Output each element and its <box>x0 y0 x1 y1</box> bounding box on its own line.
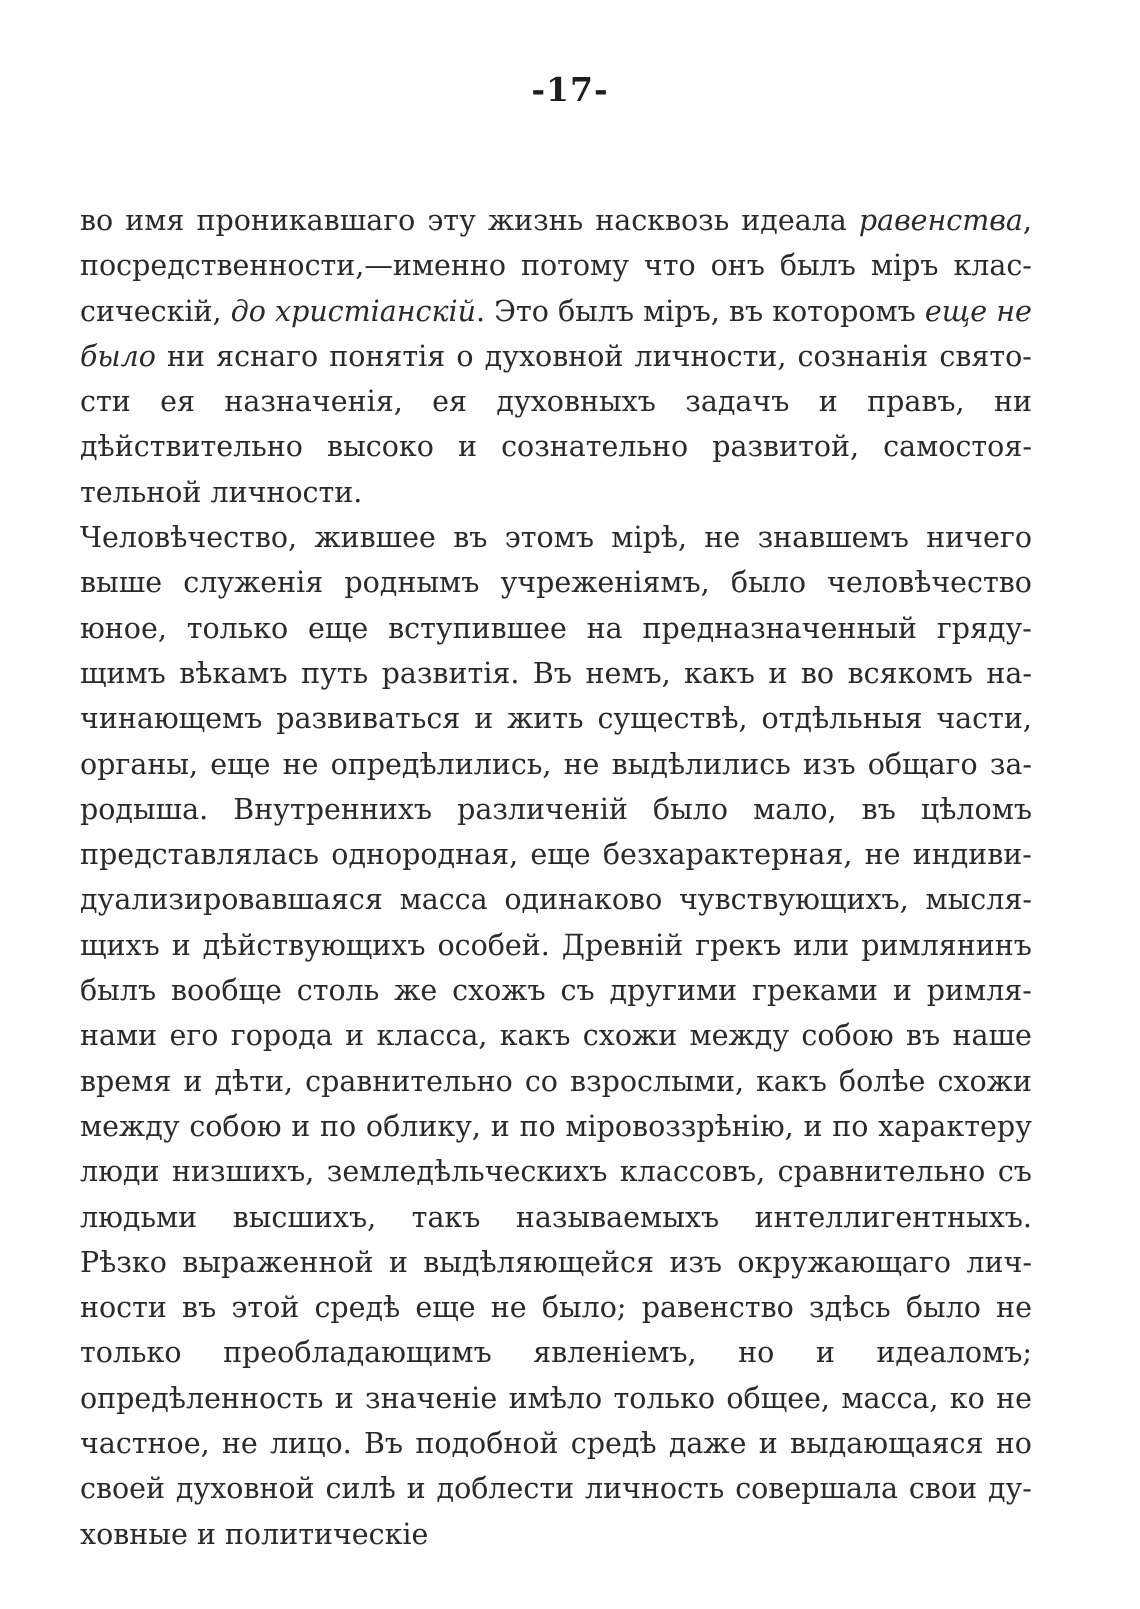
word: взрослыми, <box>570 1064 745 1098</box>
word: задачъ <box>685 385 790 419</box>
word: чинающемъ <box>80 702 263 736</box>
word: и <box>183 1064 203 1098</box>
word: мірѣ, <box>611 521 688 555</box>
word: что <box>643 249 696 283</box>
word: понятія <box>329 339 446 373</box>
word: и <box>345 1019 365 1053</box>
text-line <box>80 560 1032 605</box>
word: еще <box>924 294 988 328</box>
word: доблести <box>436 1472 575 1506</box>
word: характеру <box>878 1109 1032 1143</box>
word: римля- <box>926 974 1032 1008</box>
text-line <box>80 289 1032 334</box>
paragraph <box>80 515 1032 1557</box>
word: общаго <box>867 747 978 781</box>
word: части, <box>936 702 1032 736</box>
word: лич- <box>966 1245 1032 1279</box>
word: предназначенный <box>642 611 918 645</box>
word: не <box>563 747 600 781</box>
word: классовъ, <box>619 1155 766 1189</box>
word: идеаломъ; <box>876 1336 1032 1370</box>
word: ни <box>993 385 1032 419</box>
word: преобладающимъ <box>223 1336 492 1370</box>
word: нами <box>80 1019 158 1053</box>
word: одинаково <box>504 883 663 917</box>
word: былъ <box>80 974 157 1008</box>
word: еще <box>308 611 369 645</box>
text-line <box>80 606 1032 651</box>
word: наше <box>952 1019 1032 1053</box>
word: такъ <box>411 1200 481 1234</box>
word: служенія <box>183 566 324 600</box>
word: всякомъ <box>847 656 973 690</box>
text-line <box>80 1330 1032 1375</box>
word: имя <box>125 204 185 237</box>
text-line <box>80 379 1032 424</box>
word: только <box>80 1336 182 1370</box>
word: отдѣльныя <box>761 702 923 736</box>
word: выше <box>80 566 163 600</box>
word: класса, <box>376 1019 488 1053</box>
word: и <box>474 702 494 736</box>
text-line <box>80 515 1032 560</box>
word: духовной <box>175 1472 315 1506</box>
word: во <box>80 204 114 237</box>
text-line <box>80 334 1032 379</box>
word: Это <box>494 294 549 328</box>
word: роднымъ <box>344 566 480 600</box>
word: какъ <box>499 1019 571 1053</box>
word: христіанскій. <box>275 294 486 328</box>
word: путь <box>301 656 369 690</box>
word: не <box>864 838 901 872</box>
word: высшихъ, <box>232 1200 377 1234</box>
text-line <box>80 198 1032 243</box>
word: представлялась <box>80 838 320 872</box>
word: выдѣляющейся <box>423 1245 654 1279</box>
word: человѣчество <box>827 566 1032 600</box>
text-line <box>80 742 1032 787</box>
word: знавшемъ <box>757 521 909 555</box>
word: сравнительно <box>777 1155 986 1189</box>
word: назначенія, <box>224 385 403 419</box>
word: опредѣленность <box>80 1381 324 1415</box>
word: эту <box>427 204 476 237</box>
word: самостоя- <box>883 430 1032 464</box>
word: ни <box>167 339 206 373</box>
word: былъ <box>779 249 856 283</box>
word: въ <box>906 1019 941 1053</box>
word: жившее <box>314 521 436 555</box>
word: совершала <box>735 1472 899 1506</box>
word: былъ <box>557 294 635 328</box>
word: съ <box>997 1155 1032 1189</box>
body-text <box>80 198 1032 1557</box>
word: Внутреннихъ <box>233 792 433 826</box>
word: сознательно <box>501 430 689 464</box>
word: схожъ <box>452 974 546 1008</box>
word: не <box>704 521 741 555</box>
word: люди <box>80 1155 160 1189</box>
word: чувствующихъ, <box>678 883 909 917</box>
word: существѣ, <box>597 702 748 736</box>
text-line <box>80 651 1032 696</box>
word: до <box>230 294 266 328</box>
word: въ <box>861 792 896 826</box>
word: высоко <box>327 430 434 464</box>
text-line <box>80 696 1032 741</box>
text-line <box>80 1466 1032 1511</box>
word: особей. <box>437 928 550 962</box>
word: равенства, <box>858 204 1032 237</box>
text-line <box>80 1104 1032 1149</box>
word: и <box>490 1109 510 1143</box>
word: между <box>689 1019 790 1053</box>
word: своей <box>80 1472 166 1506</box>
word: личность <box>584 1472 725 1506</box>
text-line <box>80 424 1032 469</box>
word: по <box>832 1109 869 1143</box>
word: родыша. <box>80 792 209 826</box>
text-line <box>80 832 1032 877</box>
word: не <box>996 1381 1032 1415</box>
page-number: -17- <box>531 70 609 109</box>
word: цѣломъ <box>920 792 1032 826</box>
text-line <box>80 1013 1032 1058</box>
word: міръ <box>870 249 939 283</box>
word: изъ <box>802 747 856 781</box>
word: идеала <box>741 204 847 237</box>
word: другими <box>609 974 738 1008</box>
word: мысля- <box>925 883 1032 917</box>
word: изъ <box>669 1245 723 1279</box>
word: вообще <box>170 974 282 1008</box>
word: учреженіямъ, <box>500 566 710 600</box>
word: ности <box>80 1291 167 1325</box>
word: міръ, <box>643 294 720 328</box>
word: средѣ <box>570 1427 657 1461</box>
word: щихъ <box>80 928 160 962</box>
word: потому <box>520 249 629 283</box>
word: жить <box>507 702 584 736</box>
word: и <box>171 928 191 962</box>
word: не <box>996 1291 1032 1325</box>
word: силѣ <box>325 1472 396 1506</box>
word: съ <box>560 974 595 1008</box>
word: которомъ <box>772 294 916 328</box>
word: собою <box>189 1109 282 1143</box>
word: индиви- <box>912 838 1032 872</box>
word: духовной <box>484 339 624 373</box>
word: болѣе <box>838 1064 926 1098</box>
word: частное, <box>80 1427 210 1461</box>
word: личности, <box>634 339 787 373</box>
word: схожи <box>937 1064 1032 1098</box>
word: не <box>282 747 319 781</box>
word: органы, <box>80 747 199 781</box>
word: называемыхъ <box>515 1200 720 1234</box>
word: ея <box>160 385 195 419</box>
text-line <box>80 1059 1032 1104</box>
word: развиваться <box>276 702 461 736</box>
text-line: ховные и политическіе <box>80 1517 429 1551</box>
word: ея <box>432 385 468 419</box>
word: интеллигентныхъ. <box>754 1200 1032 1234</box>
word: гряду- <box>936 611 1032 645</box>
word: людьми <box>80 1200 198 1234</box>
text-line <box>80 243 1032 288</box>
word: юное, <box>80 611 167 645</box>
word: греками <box>752 974 879 1008</box>
word: римлянинъ <box>861 928 1032 962</box>
text-line <box>80 1240 1032 1285</box>
word: Въ <box>363 1427 404 1461</box>
word: или <box>793 928 850 962</box>
word: города <box>230 1019 333 1053</box>
word: за- <box>989 747 1032 781</box>
word: выдающаяся <box>790 1427 984 1461</box>
word: этомъ <box>504 521 594 555</box>
word: какъ <box>684 656 755 690</box>
word: во <box>800 656 835 690</box>
word: по <box>320 1109 357 1143</box>
word: еще <box>530 838 591 872</box>
word: ничего <box>926 521 1032 555</box>
word: различеній <box>457 792 628 826</box>
word: развитія. <box>381 656 520 690</box>
word: сическій, <box>80 294 222 328</box>
word: со <box>524 1064 558 1098</box>
word: дѣйствующихъ <box>202 928 426 962</box>
word: на <box>586 611 623 645</box>
word: немъ, <box>585 656 671 690</box>
word: даже <box>668 1427 747 1461</box>
word: дѣти, <box>214 1064 294 1098</box>
word: между <box>80 1109 180 1143</box>
word: выраженной <box>182 1245 374 1279</box>
word: только <box>613 1381 716 1415</box>
word: время <box>80 1064 172 1098</box>
word: масса, <box>841 1381 939 1415</box>
word: и <box>406 1472 426 1506</box>
word: столь <box>296 974 380 1008</box>
text-line <box>80 877 1032 922</box>
word: этой <box>231 1291 300 1325</box>
word: было <box>652 792 729 826</box>
word: лицо. <box>270 1427 352 1461</box>
word: по <box>519 1109 556 1143</box>
word: и <box>803 1109 823 1143</box>
word: но <box>995 1427 1032 1461</box>
word: жизнь <box>487 204 584 237</box>
word: окружающаго <box>737 1245 951 1279</box>
word: Въ <box>532 656 572 690</box>
word: было <box>80 339 156 373</box>
word: собою <box>801 1019 894 1053</box>
word: сти <box>80 385 131 419</box>
word: о <box>456 339 474 373</box>
word: правъ, <box>867 385 965 419</box>
word: свои <box>908 1472 978 1506</box>
word: дѣйствительно <box>80 430 303 464</box>
word: въ <box>453 521 488 555</box>
word: онъ <box>710 249 765 283</box>
word: еще <box>415 1291 476 1325</box>
word: Рѣзко <box>80 1245 167 1279</box>
text-line <box>80 923 1032 968</box>
text-line <box>80 1195 1032 1240</box>
text-line <box>80 1285 1032 1330</box>
word: свято- <box>939 339 1032 373</box>
word: подобной <box>415 1427 559 1461</box>
word: Человѣчество, <box>80 521 298 555</box>
word: и <box>388 1245 408 1279</box>
word: сравнительно <box>305 1064 513 1098</box>
word: имѣло <box>508 1381 603 1415</box>
word: грекъ <box>695 928 782 962</box>
word: было <box>730 566 806 600</box>
word: но <box>738 1336 775 1370</box>
word: и <box>768 656 788 690</box>
word: Древній <box>561 928 684 962</box>
word: значеніе <box>365 1381 498 1415</box>
word: ду- <box>987 1472 1032 1506</box>
word: вступившее <box>388 611 567 645</box>
word: развитой, <box>712 430 860 464</box>
word: выдѣлились <box>611 747 791 781</box>
word: земледѣльческихъ <box>326 1155 608 1189</box>
word: вѣкамъ <box>179 656 288 690</box>
word: не <box>996 294 1032 328</box>
word: какъ <box>756 1064 827 1098</box>
word: дуализировавшаяся <box>80 883 383 917</box>
word: не <box>221 1427 258 1461</box>
word: посредственности,—именно <box>80 249 507 283</box>
word: было <box>905 1291 981 1325</box>
word: и <box>457 430 477 464</box>
word: въ <box>182 1291 217 1325</box>
word: насквозь <box>595 204 730 237</box>
word: сознанія <box>797 339 929 373</box>
word: и <box>291 1109 311 1143</box>
word: его <box>169 1019 219 1053</box>
word: только <box>186 611 289 645</box>
text-line <box>80 1149 1032 1194</box>
word: явленіемъ, <box>533 1336 697 1370</box>
word: однородная, <box>331 838 519 872</box>
word: масса <box>399 883 488 917</box>
word: и <box>815 1336 835 1370</box>
word: безхарактерная, <box>602 838 853 872</box>
word: мало, <box>753 792 837 826</box>
word: проникавшаго <box>196 204 416 237</box>
word: низшихъ, <box>171 1155 315 1189</box>
text-line: тельной личности. <box>80 475 363 509</box>
word: и <box>334 1381 354 1415</box>
word: и <box>892 974 912 1008</box>
word: духовныхъ <box>496 385 656 419</box>
word: міровоззрѣнію, <box>565 1109 794 1143</box>
text-line <box>80 1376 1032 1421</box>
word: общее, <box>726 1381 830 1415</box>
word: клас- <box>953 249 1032 283</box>
word: облику, <box>365 1109 481 1143</box>
word: яснаго <box>216 339 319 373</box>
word: не <box>490 1291 527 1325</box>
word: схожи <box>582 1019 678 1053</box>
word: щимъ <box>80 656 166 690</box>
word: ко <box>949 1381 985 1415</box>
text-line <box>80 787 1032 832</box>
word: было; <box>541 1291 627 1325</box>
word: на- <box>986 656 1032 690</box>
word: равенство <box>641 1291 794 1325</box>
word: здѣсь <box>808 1291 891 1325</box>
text-line <box>80 968 1032 1013</box>
word: въ <box>728 294 764 328</box>
word: и <box>758 1427 778 1461</box>
word: и <box>818 385 838 419</box>
word: опредѣлились, <box>330 747 552 781</box>
text-line <box>80 1421 1032 1466</box>
word: еще <box>210 747 271 781</box>
word: средѣ <box>314 1291 401 1325</box>
word: же <box>394 974 438 1008</box>
paragraph <box>80 198 1032 515</box>
